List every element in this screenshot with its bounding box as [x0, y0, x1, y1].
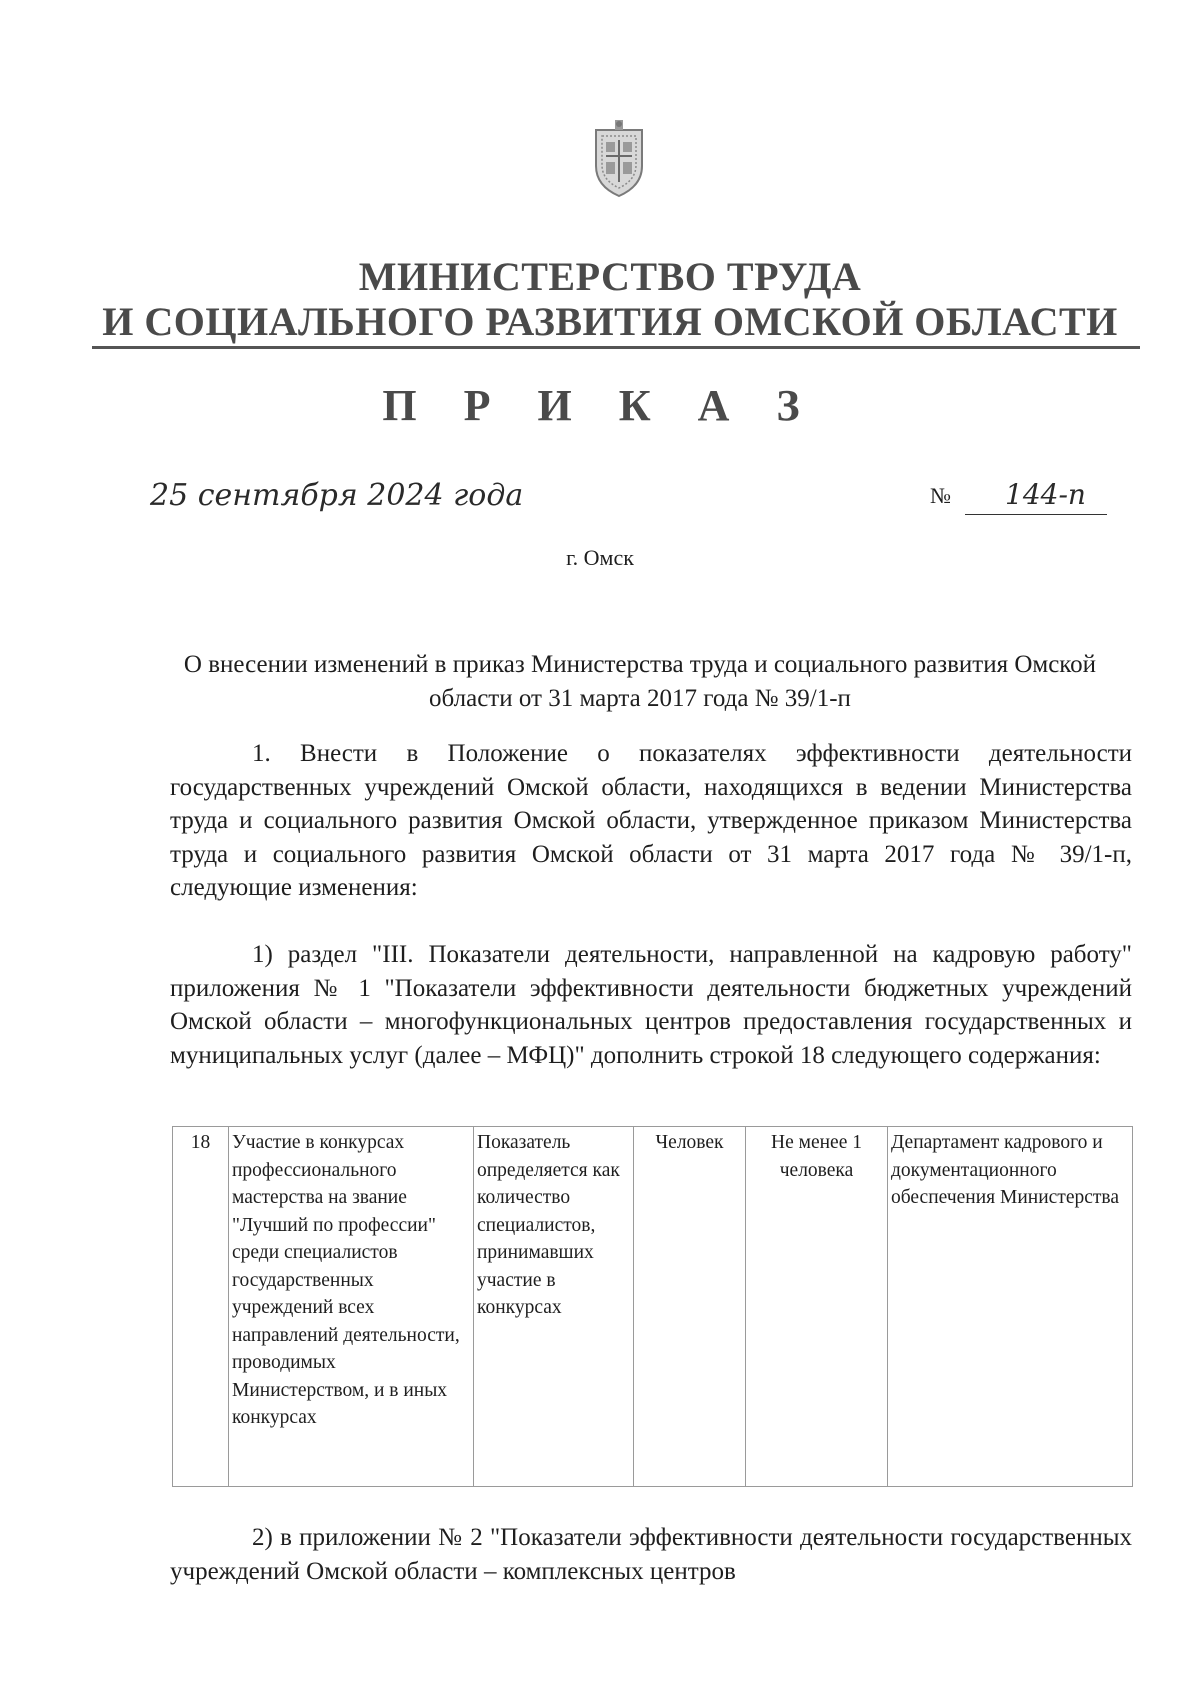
indicator-table [172, 1126, 1133, 1487]
order-subject: О внесении изменений в приказ Министерства труда и социального развития Омской области от 31 марта 2017 года № 39/1-п [183, 651, 1097, 712]
header-divider [92, 346, 1140, 349]
paragraph-1-1: 1) раздел "III. Показатели деятельности, направленной на кадровую работу" приложения № 1 "Показатели эффективности деятельности бюджетных учреждений Омской области – многофункциональных центров предоставления государственных и муниципальных услуг (далее – МФЦ)" дополнить строкой 18 следующего содержания: [170, 941, 1132, 1069]
coat-of-arms-icon [588, 120, 650, 198]
document-type-title: П Р И К А З [382, 381, 818, 430]
table-cell-responsible: Департамент кадрового и документационного обеспечения Министерства [888, 1127, 1133, 1487]
order-number: 144-п [1005, 478, 1086, 511]
ministry-name-line2: И СОЦИАЛЬНОГО РАЗВИТИЯ ОМСКОЙ ОБЛАСТИ [102, 299, 1118, 344]
table-row [173, 1127, 1133, 1487]
city-name: г. Омск [566, 545, 634, 570]
order-number-underline [965, 514, 1107, 515]
table-cell-method: Показатель определяется как количество специалистов, принимавших участие в конкурсах [474, 1127, 634, 1487]
table-cell-number: 18 [173, 1127, 229, 1487]
ministry-name-line1: МИНИСТЕРСТВО ТРУДА [358, 254, 862, 299]
order-date: 25 сентября 2024 года [150, 478, 524, 513]
table-cell-value: Не менее 1 человека [746, 1127, 888, 1487]
table-cell-indicator: Участие в конкурсах профессионального мастерства на звание "Лучший по профессии" среди специалистов государственных учреждений всех направлений деятельности, проводимых Министерством, и в иных конкурсах [229, 1127, 474, 1487]
table-cell-unit: Человек [634, 1127, 746, 1487]
paragraph-1-2: 2) в приложении № 2 "Показатели эффективности деятельности государственных учреждений Омской области – комплексных центров [170, 1524, 1132, 1585]
paragraph-1: 1. Внести в Положение о показателях эффективности деятельности государственных учреждений Омской области, находящихся в ведении Министерства труда и социального развития Омской области, утвержденное приказом Министерства труда и социального развития Омской области от 31 марта 2017 года № 39/1-п, следующие изменения: [170, 740, 1132, 901]
order-number-label: № [930, 483, 951, 508]
